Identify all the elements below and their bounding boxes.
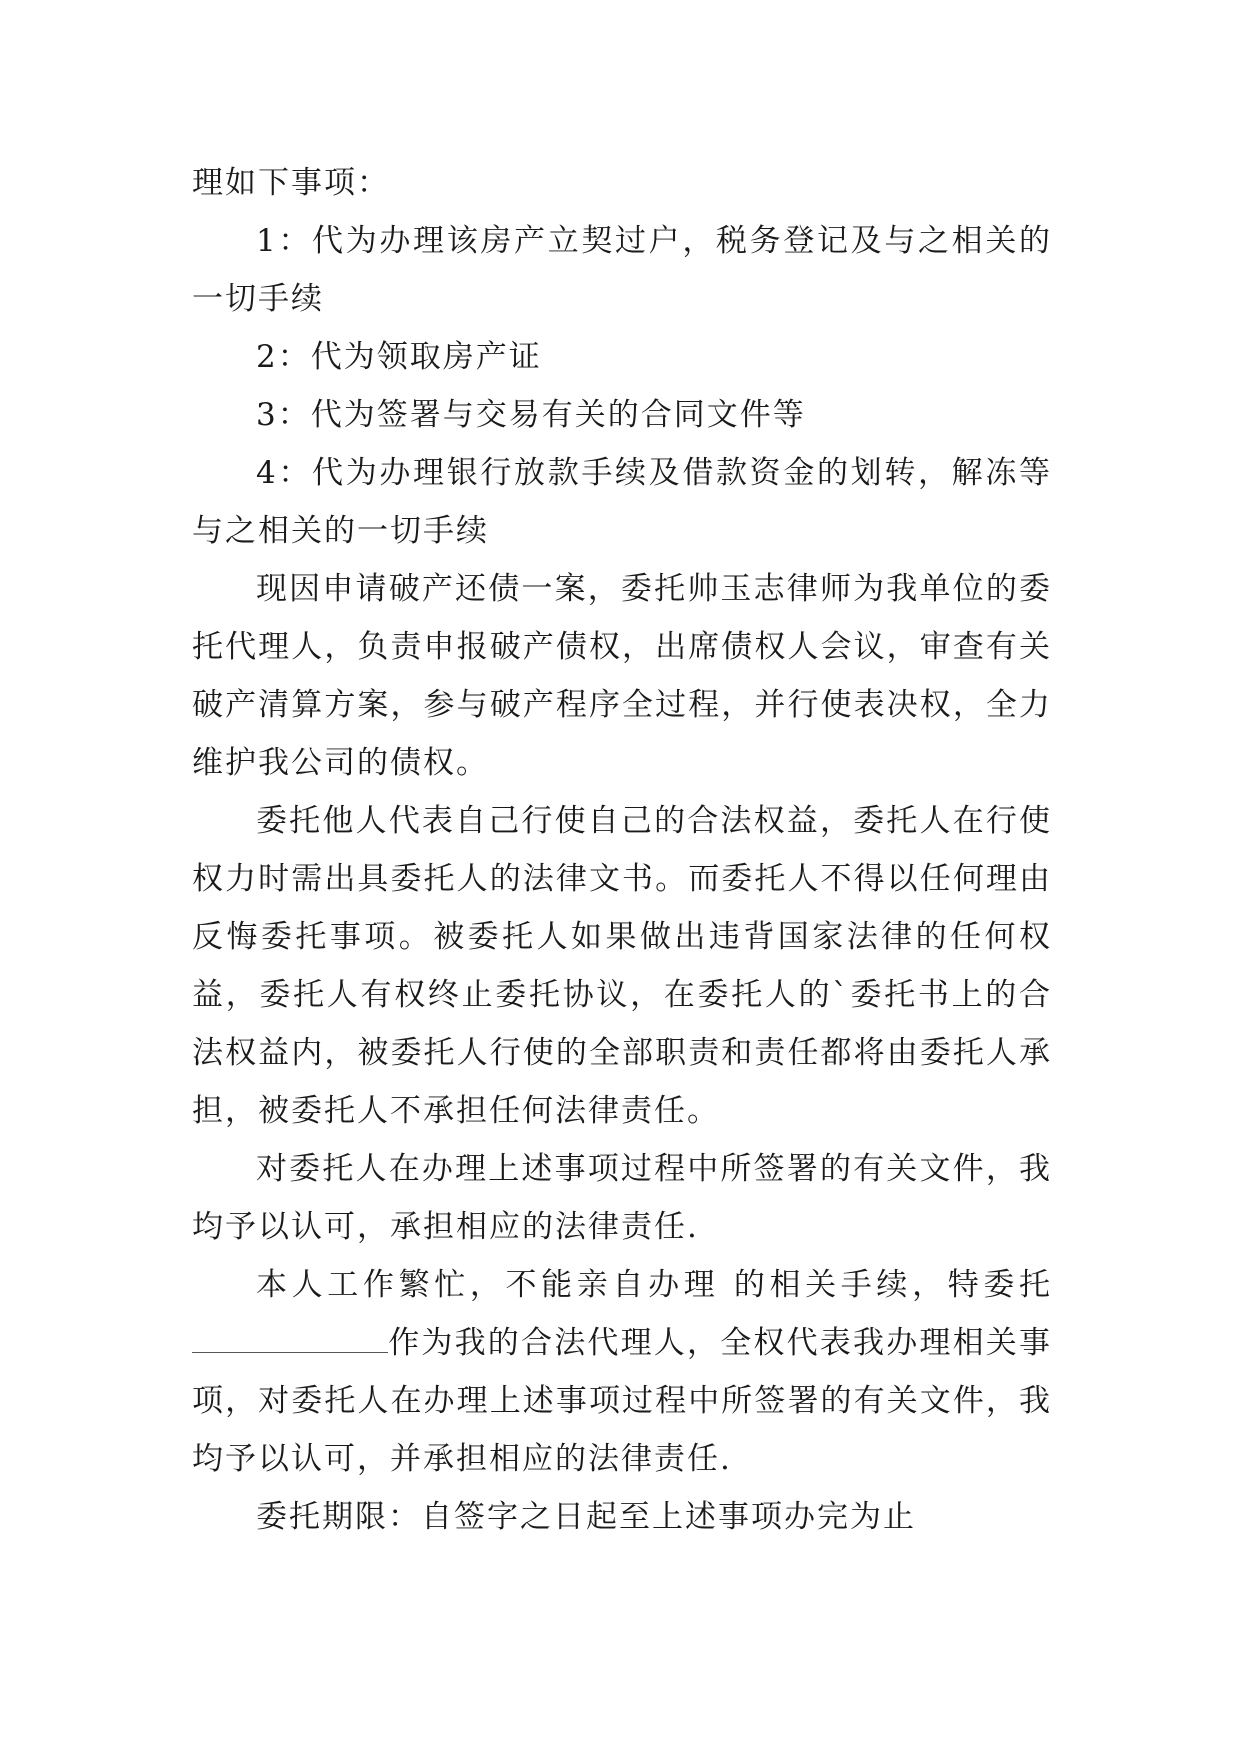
paragraph-item-1: 1：代为办理该房产立契过户，税务登记及与之相关的一切手续 (192, 223, 1052, 317)
paragraph-bankruptcy-entrustment: 现因申请破产还债一案，委托帅玉志律师为我单位的委托代理人，负责申报破产债权，出席债权人会议，审查有关破产清算方案，参与破产程序全过程，并行使表决权，全力维护我公司的债权。 (192, 571, 1052, 781)
document-body (192, 154, 1052, 1546)
appointment-text-before-blank: 本人工作繁忙，不能亲自办理 的相关手续，特委托 (256, 1267, 1052, 1303)
agent-name-blank (192, 1318, 388, 1353)
paragraph-matters-intro: 理如下事项： (192, 165, 390, 201)
paragraph-entrustment-period: 委托期限：自签字之日起至上述事项办完为止 (256, 1499, 916, 1535)
appointment-text-after-blank: 作为我的合法代理人，全权代表我办理相关事项，对委托人在办理上述事项过程中所签署的有关文件，我均予以认可，并承担相应的法律责任. (192, 1325, 1052, 1477)
paragraph-item-4: 4：代为办理银行放款手续及借款资金的划转，解冻等与之相关的一切手续 (192, 455, 1052, 549)
paragraph-item-2: 2：代为领取房产证 (256, 339, 542, 375)
paragraph-agent-appointment (192, 1256, 1052, 1488)
paragraph-item-3: 3：代为签署与交易有关的合同文件等 (256, 397, 806, 433)
paragraph-acknowledgement: 对委托人在办理上述事项过程中所签署的有关文件，我均予以认可，承担相应的法律责任. (192, 1151, 1052, 1245)
paragraph-rights-and-duties: 委托他人代表自己行使自己的合法权益，委托人在行使权力时需出具委托人的法律文书。而委托人不得以任何理由反悔委托事项。被委托人如果做出违背国家法律的任何权益，委托人有权终止委托协议，在委托人的`委托书上的合法权益内，被委托人行使的全部职责和责任都将由委托人承担，被委托人不承担任何法律责任。 (192, 803, 1052, 1129)
